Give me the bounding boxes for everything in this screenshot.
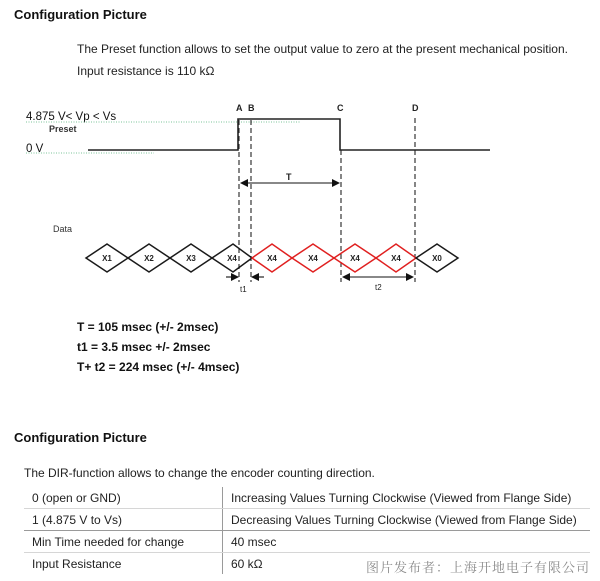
marker-d-label: D (412, 103, 419, 113)
data-cell-x4-old: X4 (227, 254, 237, 263)
table-row (24, 509, 590, 531)
data-cell-x1: X1 (102, 254, 112, 263)
table-cell-behavior: Increasing Values Turning Clockwise (Viewed from Flange Side) (223, 487, 591, 509)
table-cell-value: 40 msec (223, 531, 591, 553)
t1-label: t1 (240, 285, 247, 294)
preset-description-line2: Input resistance is 110 kΩ (77, 64, 215, 78)
data-cell-x4-hold-1: X4 (267, 254, 277, 263)
dir-description: The DIR-function allows to change the encoder counting direction. (24, 466, 375, 480)
marker-b-label: B (248, 103, 255, 113)
table-cell-parameter: Min Time needed for change (24, 531, 223, 553)
equation-t1: t1 = 3.5 msec +/- 2msec (77, 340, 211, 354)
high-level-label: 4.875 V< Vp < Vs (26, 111, 117, 123)
table-row (24, 531, 590, 553)
equation-t-plus-t2: T+ t2 = 224 msec (+/- 4msec) (77, 360, 240, 374)
marker-dashed-lines (239, 118, 415, 282)
preset-signal-label: Preset (49, 124, 77, 134)
data-cell-x4-hold-3: X4 (350, 254, 360, 263)
preset-timing-diagram (0, 95, 600, 305)
table-cell-input-state: 0 (open or GND) (24, 487, 223, 509)
data-cell-x0: X0 (432, 254, 442, 263)
low-level-label: 0 V (26, 143, 44, 155)
preset-description-line1: The Preset function allows to set the output value to zero at the present mechanical position. (77, 42, 568, 56)
marker-a-label: A (236, 103, 243, 113)
table-cell-parameter: Input Resistance (24, 553, 223, 575)
table-cell-behavior: Decreasing Values Turning Clockwise (Viewed from Flange Side) (223, 509, 591, 531)
data-cell-x4-hold-4: X4 (391, 254, 401, 263)
data-label: Data (53, 224, 73, 234)
marker-c-label: C (337, 103, 344, 113)
data-cell-x2: X2 (144, 254, 154, 263)
section2-heading: Configuration Picture (14, 430, 147, 445)
t2-label: t2 (375, 283, 382, 292)
span-t-label: T (286, 172, 292, 182)
table-cell-input-state: 1 (4.875 V to Vs) (24, 509, 223, 531)
table-row (24, 487, 590, 509)
table-cell-value: 60 kΩ (231, 556, 263, 571)
preset-waveform (88, 119, 490, 150)
publisher-watermark: 图片发布者：上海开地电子有限公司 (365, 561, 590, 576)
section1-heading: Configuration Picture (14, 7, 147, 22)
data-cell-x4-hold-2: X4 (308, 254, 318, 263)
data-cell-x3: X3 (186, 254, 196, 263)
equation-t: T = 105 msec (+/- 2msec) (77, 320, 219, 334)
